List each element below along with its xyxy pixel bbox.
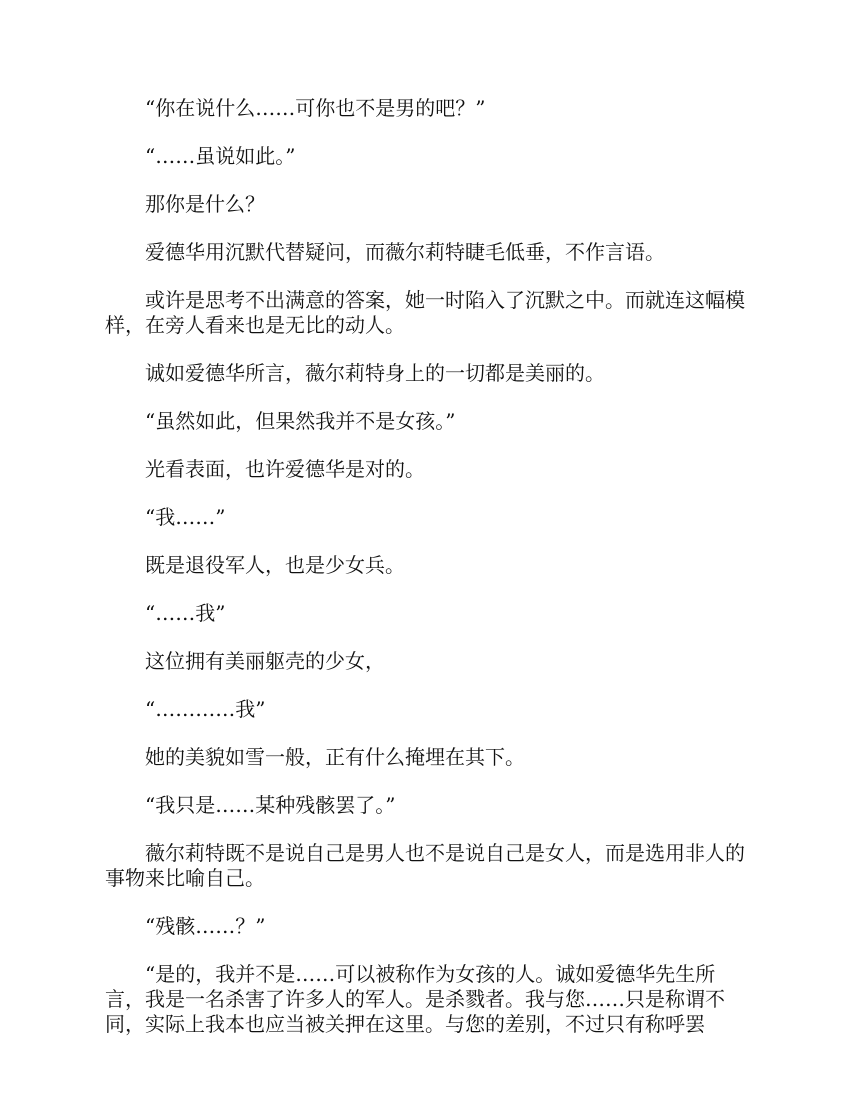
paragraph-9: “我……” (145, 505, 226, 529)
paragraph-12: 这位拥有美丽躯壳的少女， (145, 649, 385, 673)
paragraph-10: 既是退役军人，也是少女兵。 (145, 553, 405, 577)
paragraph-15: “我只是……某种残骸罢了。” (145, 793, 396, 817)
paragraph-18: “是的，我并不是……可以被称作为女孩的人。诚如爱德华先生所言，我是一名杀害了许多人的军人。是杀戮者。我与您……只是称谓不同，实际上我本也应当被关押在这里。与您的差别，不过只有称呼罢 (105, 962, 725, 1036)
paragraph-3: 那你是什么？ (145, 192, 265, 216)
paragraph-14: 她的美貌如雪一般，正有什么掩埋在其下。 (145, 745, 525, 769)
paragraph-1: “你在说什么……可你也不是男的吧？” (145, 96, 486, 120)
paragraph-6: 诚如爱德华所言，薇尔莉特身上的一切都是美丽的。 (145, 361, 605, 385)
paragraph-7: “虽然如此，但果然我并不是女孩。” (145, 409, 456, 433)
paragraph-16: 薇尔莉特既不是说自己是男人也不是说自己是女人，而是选用非人的事物来比喻自己。 (105, 841, 745, 890)
paragraph-5: 或许是思考不出满意的答案，她一时陷入了沉默之中。而就连这幅模样，在旁人看来也是无比的动人。 (105, 288, 745, 337)
paragraph-2: “……虽说如此。” (145, 144, 296, 168)
paragraph-11: “……我” (145, 601, 226, 625)
paragraph-17: “残骸……？” (145, 914, 266, 938)
paragraph-13: “…………我” (145, 697, 266, 721)
paragraph-8: 光看表面，也许爱德华是对的。 (145, 457, 425, 481)
paragraph-4: 爱德华用沉默代替疑问，而薇尔莉特睫毛低垂，不作言语。 (145, 240, 665, 264)
document-body (105, 96, 751, 1060)
